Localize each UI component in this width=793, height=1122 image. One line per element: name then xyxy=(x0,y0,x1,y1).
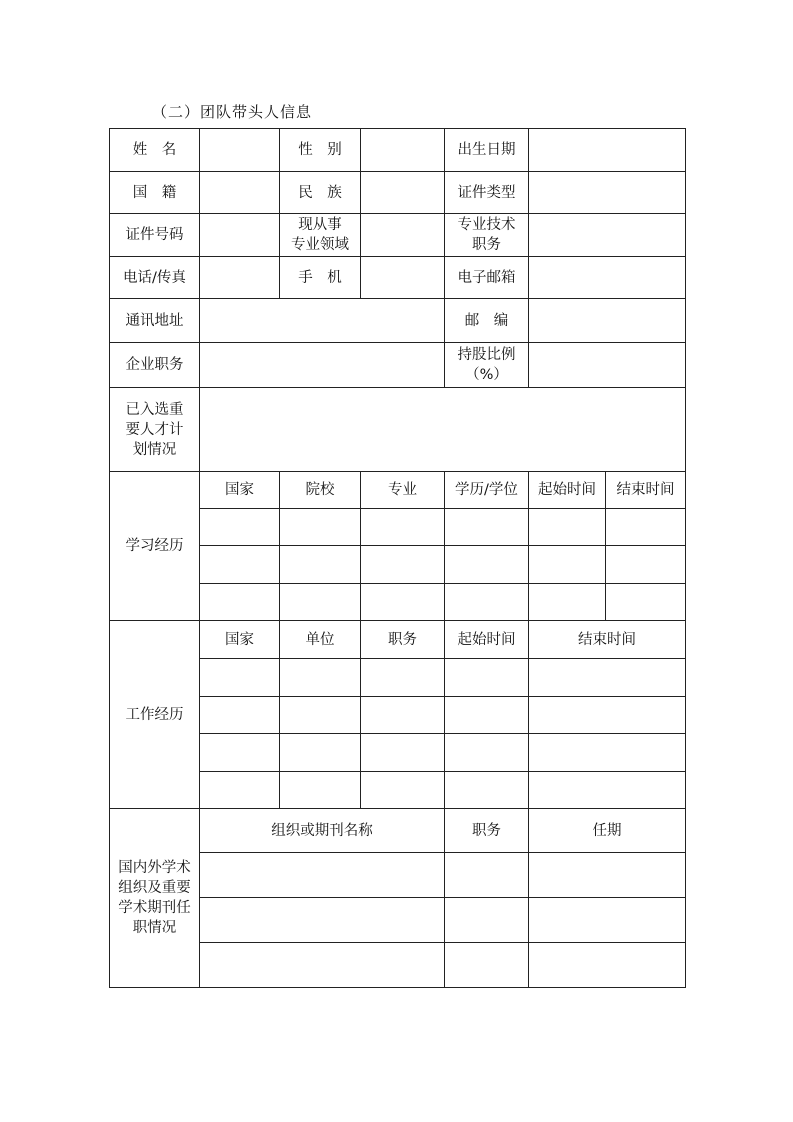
field-current-field[interactable] xyxy=(361,214,445,257)
label-phone-fax: 电话/传真 xyxy=(110,257,200,299)
academic-cell[interactable] xyxy=(200,943,445,988)
label-company-position: 企业职务 xyxy=(110,343,200,388)
work-cell[interactable] xyxy=(445,659,529,697)
field-email[interactable] xyxy=(529,257,686,299)
work-header-position: 职务 xyxy=(361,621,445,659)
academic-header-term: 任期 xyxy=(529,809,686,853)
academic-cell[interactable] xyxy=(200,853,445,898)
work-cell[interactable] xyxy=(200,734,280,772)
work-header-employer: 单位 xyxy=(280,621,361,659)
work-cell[interactable] xyxy=(529,659,686,697)
edu-header-school: 院校 xyxy=(280,472,361,509)
label-birth-date: 出生日期 xyxy=(445,129,529,172)
field-professional-title[interactable] xyxy=(529,214,686,257)
work-header-start: 起始时间 xyxy=(445,621,529,659)
work-cell[interactable] xyxy=(200,772,280,809)
field-id-type[interactable] xyxy=(529,172,686,214)
field-postcode[interactable] xyxy=(529,299,686,343)
edu-cell[interactable] xyxy=(445,546,529,584)
academic-cell[interactable] xyxy=(445,943,529,988)
work-cell[interactable] xyxy=(280,734,361,772)
field-mobile[interactable] xyxy=(361,257,445,299)
edu-cell[interactable] xyxy=(445,584,529,621)
label-current-field: 现从事 专业领域 xyxy=(280,214,361,257)
work-cell[interactable] xyxy=(280,697,361,734)
edu-cell[interactable] xyxy=(529,509,606,546)
field-share-ratio[interactable] xyxy=(529,343,686,388)
label-ethnicity: 民 族 xyxy=(280,172,361,214)
field-gender[interactable] xyxy=(361,129,445,172)
label-email: 电子邮箱 xyxy=(445,257,529,299)
label-work: 工作经历 xyxy=(110,621,200,809)
edu-cell[interactable] xyxy=(200,509,280,546)
academic-cell[interactable] xyxy=(529,853,686,898)
academic-header-position: 职务 xyxy=(445,809,529,853)
label-name: 姓 名 xyxy=(110,129,200,172)
work-cell[interactable] xyxy=(529,734,686,772)
edu-cell[interactable] xyxy=(529,584,606,621)
field-ethnicity[interactable] xyxy=(361,172,445,214)
label-id-number: 证件号码 xyxy=(110,214,200,257)
team-leader-info-table xyxy=(109,128,686,988)
edu-cell[interactable] xyxy=(361,509,445,546)
field-name[interactable] xyxy=(200,129,280,172)
academic-cell[interactable] xyxy=(445,898,529,943)
edu-cell[interactable] xyxy=(280,509,361,546)
edu-cell[interactable] xyxy=(280,584,361,621)
label-academic: 国内外学术 组织及重要 学术期刊任 职情况 xyxy=(110,809,200,988)
edu-header-degree: 学历/学位 xyxy=(445,472,529,509)
work-cell[interactable] xyxy=(529,697,686,734)
work-cell[interactable] xyxy=(280,772,361,809)
work-cell[interactable] xyxy=(361,697,445,734)
edu-header-end: 结束时间 xyxy=(606,472,686,509)
field-company-position[interactable] xyxy=(200,343,445,388)
academic-cell[interactable] xyxy=(200,898,445,943)
edu-cell[interactable] xyxy=(445,509,529,546)
label-education: 学习经历 xyxy=(110,472,200,621)
label-id-type: 证件类型 xyxy=(445,172,529,214)
work-cell[interactable] xyxy=(200,659,280,697)
field-id-number[interactable] xyxy=(200,214,280,257)
work-header-end: 结束时间 xyxy=(529,621,686,659)
edu-cell[interactable] xyxy=(606,509,686,546)
edu-cell[interactable] xyxy=(361,546,445,584)
label-talent-plans: 已入选重 要人才计 划情况 xyxy=(110,388,200,472)
field-nationality[interactable] xyxy=(200,172,280,214)
academic-header-organization: 组织或期刊名称 xyxy=(200,809,445,853)
work-cell[interactable] xyxy=(280,659,361,697)
edu-header-country: 国家 xyxy=(200,472,280,509)
field-phone-fax[interactable] xyxy=(200,257,280,299)
label-postcode: 邮 编 xyxy=(445,299,529,343)
work-cell[interactable] xyxy=(361,734,445,772)
edu-cell[interactable] xyxy=(606,584,686,621)
field-birth-date[interactable] xyxy=(529,129,686,172)
edu-cell[interactable] xyxy=(200,546,280,584)
work-cell[interactable] xyxy=(445,772,529,809)
field-talent-plans[interactable] xyxy=(200,388,686,472)
label-professional-title: 专业技术 职务 xyxy=(445,214,529,257)
label-mobile: 手 机 xyxy=(280,257,361,299)
label-address: 通讯地址 xyxy=(110,299,200,343)
edu-header-start: 起始时间 xyxy=(529,472,606,509)
edu-header-major: 专业 xyxy=(361,472,445,509)
work-cell[interactable] xyxy=(529,772,686,809)
academic-cell[interactable] xyxy=(529,898,686,943)
edu-cell[interactable] xyxy=(280,546,361,584)
section-title: （二）团队带头人信息 xyxy=(152,103,313,121)
field-address[interactable] xyxy=(200,299,445,343)
work-cell[interactable] xyxy=(445,734,529,772)
work-cell[interactable] xyxy=(200,697,280,734)
edu-cell[interactable] xyxy=(606,546,686,584)
edu-cell[interactable] xyxy=(200,584,280,621)
work-header-country: 国家 xyxy=(200,621,280,659)
work-cell[interactable] xyxy=(361,659,445,697)
label-gender: 性 别 xyxy=(280,129,361,172)
work-cell[interactable] xyxy=(445,697,529,734)
academic-cell[interactable] xyxy=(445,853,529,898)
edu-cell[interactable] xyxy=(529,546,606,584)
label-share-ratio: 持股比例 （%） xyxy=(445,343,529,388)
work-cell[interactable] xyxy=(361,772,445,809)
edu-cell[interactable] xyxy=(361,584,445,621)
academic-cell[interactable] xyxy=(529,943,686,988)
label-nationality: 国 籍 xyxy=(110,172,200,214)
